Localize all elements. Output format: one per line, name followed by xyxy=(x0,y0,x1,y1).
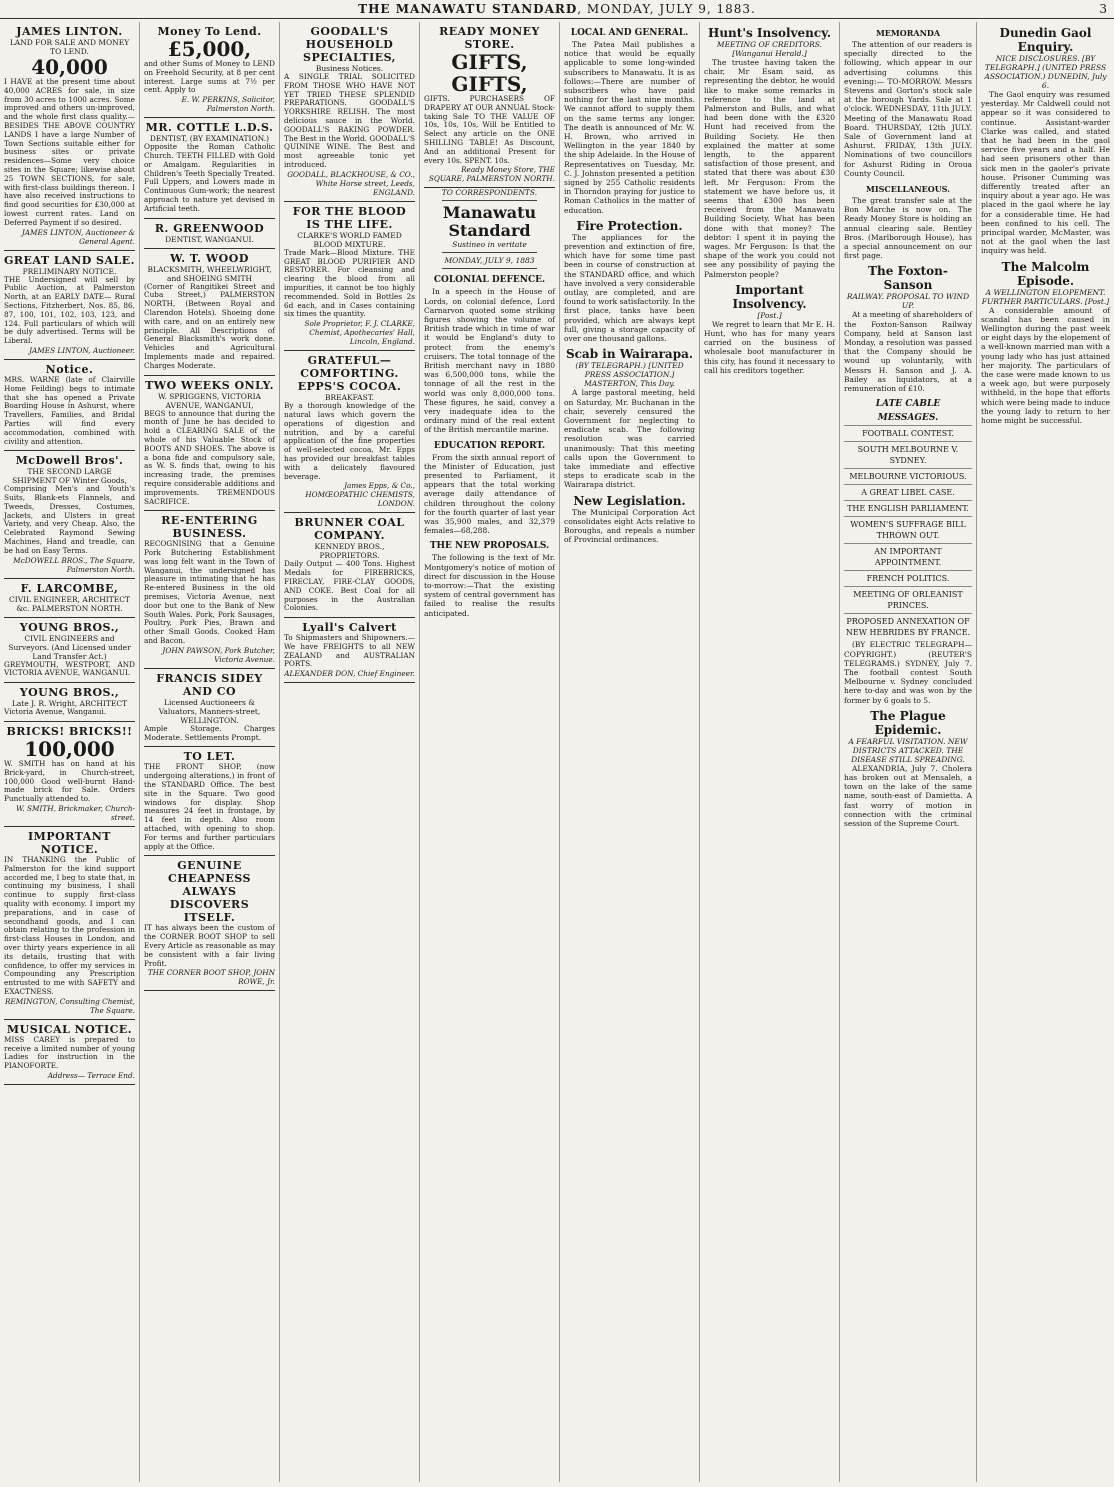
advertisement xyxy=(144,856,275,991)
ad-subheading: DENTIST, (BY EXAMINATION.) xyxy=(149,134,270,144)
ad-body-text: GIFTS. PURCHASERS OF DRAPERY AT OUR ANNUAL Stock-taking Sale TO THE VALUE OF 10s, 10s, 10s, Will be Entitled to Select any article on the ONE SHILLING TABLE! As Discount, And an additional Present for every 10s. SPENT. 10s. xyxy=(424,94,555,165)
advertisement xyxy=(4,1020,135,1085)
advertisement xyxy=(144,669,275,748)
ad-signature: Ready Money Store, THE SQUARE, PALMERSTON NORTH. xyxy=(428,165,555,184)
ad-heading: TWO WEEKS ONLY. xyxy=(145,378,274,392)
ad-signature: JAMES LINTON, Auctioneer & General Agent. xyxy=(21,227,135,246)
scab-body: A large pastoral meeting, held on Saturday, Mr. Buchanan in the chair, severely censured the Government for neglecting to eradicate scab. The following resolution was carried unanimously: That this meeting calls upon the Government to take immediate and effective steps to eradicate scab in the Wairarapa district. xyxy=(564,388,695,490)
cable-headline: SOUTH MELBOURNE V. SYDNEY. xyxy=(844,441,972,468)
newspaper-motto: Sustineo in veritate xyxy=(452,240,527,250)
ad-subheading: Business Notices. xyxy=(315,64,384,73)
cable-headline: MELBOURNE VICTORIOUS. xyxy=(844,468,972,484)
ad-subheading: LAND FOR SALE AND MONEY TO LEND. xyxy=(9,38,130,56)
ad-subheading: Late J. R. Wright, ARCHITECT xyxy=(11,699,128,709)
ad-subheading: BLACKSMITH, WHEELWRIGHT, and SHOEING SMITH xyxy=(147,264,272,283)
misc-heading: MISCELLANEOUS. xyxy=(866,184,950,195)
ad-body-text: By a thorough knowledge of the natural laws which govern the operations of digestion and nutrition, and by a careful application of the fine properties of well-selected cocoa, Mr. Epps has provided our breakfast tables with a delicately flavoured beverage. xyxy=(284,401,415,481)
ad-subheading: DENTIST, WANGANUI. xyxy=(165,234,254,244)
advertisement xyxy=(144,249,275,376)
ad-subheading: BREAKFAST. xyxy=(324,393,375,403)
ad-signature: JAMES LINTON, Auctioneer. xyxy=(29,345,135,355)
ad-body-text: BEGS to announce that during the month of June he has decided to hold a CLEARING SALE of the whole of his Valuable Stock of BOOTS AND SHOES. The above is a bona fide and compulsory sale, as W. S. finds that, owing to his increasing trade, the premises require considerable additions and improvements. TREMENDOUS SACRIFICE. xyxy=(144,408,275,506)
ad-heading: FRANCIS SIDEY AND CO xyxy=(156,671,263,698)
ad-heading: TO LET. xyxy=(183,750,236,764)
advertisement xyxy=(144,22,275,118)
ad-signature: E. W. PERKINS, Solicitor, Palmerston North. xyxy=(181,95,275,114)
cable-body: (BY ELECTRIC TELEGRAPH—COPYRIGHT.) (REUTER'S TELEGRAMS.) SYDNEY, July 7. The football contest South Melbourne v. Sydney concluded here to-day and was won by the former by 6 goals to 5. xyxy=(844,640,972,705)
ad-subheading: CLARKE'S WORLD FAMED BLOOD MIXTURE. xyxy=(297,230,402,249)
ad-signature: McDOWELL BROS., The Square, Palmerston North. xyxy=(13,555,135,574)
education-heading: EDUCATION REPORT. xyxy=(433,440,546,451)
ad-heading: W. T. WOOD xyxy=(170,251,249,265)
ad-heading: Lyall's Calvert xyxy=(302,621,397,635)
ad-heading: READY MONEY STORE. xyxy=(439,25,540,51)
masthead-date: MONDAY, JULY 9, 1883. xyxy=(586,2,756,16)
ad-heading: McDowell Bros'. xyxy=(15,454,124,468)
correspondents-heading: TO CORRESPONDENTS. xyxy=(441,188,538,198)
advertisement xyxy=(144,219,275,249)
ad-body-text: Victoria Avenue, Wanganui. xyxy=(4,707,107,717)
hunt-body: The trustee having taken the chair, Mr Esam said, as representing the debtor, he would like to make some remarks in reference to the land at Palmerston and Bulls, and what had been done with the £320 Hunt had received from the Building Society. He then explained the matter at some length, to the apparent satisfaction of those present, and stated that there was about £30 left. Mr Ferguson: From the statement we have before us, it seems that £300 has been received from the Manawatu Building Society. What has been done with that money? The debtor: I spent it in paying the wages. Mr Ferguson: Is that the shape of the work you could not see any possibility of paying the Palmerston people? xyxy=(704,58,835,279)
important-sub: [Post.] xyxy=(757,310,782,320)
advertisement xyxy=(4,22,135,251)
ad-heading: RE-ENTERING BUSINESS. xyxy=(161,514,258,541)
ad-subheading: W. SPRIGGENS, VICTORIA AVENUE, WANGANUI, xyxy=(158,391,261,410)
plague-sub: A FEARFUL VISITATION. NEW DISTRICTS ATTACKED. THE DISEASE STILL SPREADING. xyxy=(848,736,968,764)
proposals-heading: THE NEW PROPOSALS. xyxy=(429,541,550,552)
cable-heading: LATE CABLE MESSAGES. xyxy=(875,399,941,424)
ad-display-figure: £5,000, xyxy=(167,37,252,61)
ad-body-text: IN THANKING the Public of Palmerston for the kind support accorded me, I beg to state that, in continuing my business, I shall continue to supply first-class quality with economy. I import my preparations, and in case of secondhand goods, and I can obtain relating to the profession in first-class Houses in London, and over thirty years experience in all its details, trusting that with confidence, to offer my services in Compounding any Prescription entrusted to me with SAFETY and EXACTNESS. xyxy=(4,855,135,996)
ad-body-text: Daily Output — 400 Tons. Highest Medals for FIREBRICKS, FIRECLAY, FIRE-CLAY GOODS, AND COKE. Best Coal for all purposes in the Australian Colonies. xyxy=(284,559,415,613)
memoranda-body: The attention of our readers is specially directed to the following, which appear in our advertising columns this evening:— TO-MORROW. Messrs Stevens and Gorton's stock sale at the borough Yards. Sale at 1 o'clock. WEDNESDAY, 11th JULY. Meeting of the Manawatu Road Board. THURSDAY, 12th JULY. Sale of Government land at Ashurst. FRIDAY, 13th JULY. Nominations of two councillors for Ashurst Riding in Oroua County Council. xyxy=(844,40,972,178)
advertisement xyxy=(4,683,135,722)
cable-headline: THE ENGLISH PARLIAMENT. xyxy=(844,500,972,516)
ad-heading: JAMES LINTON. xyxy=(16,25,123,38)
ad-signature: ALEXANDER DON, Chief Engineer. xyxy=(284,669,415,679)
legislation-body: The Municipal Corporation Act consolidates eight Acts relative to Boroughs, and repeals a number of Provincial ordinances. xyxy=(564,507,695,545)
ad-body-text: Trade Mark—Blood Mixture. THE GREAT BLOOD PURIFIER AND RESTORER. For cleansing and clearing the blood from all impurities, it cannot be too highly recommended. Sold in Bottles 2s 6d each, and in Cases containing six times the quantity. xyxy=(284,247,415,319)
newspaper-flag: Manawatu Standard xyxy=(442,203,537,241)
ad-heading: MUSICAL NOTICE. xyxy=(6,1022,133,1036)
advertisement xyxy=(144,511,275,669)
cable-headline: WOMEN'S SUFFRAGE BILL THROWN OUT. xyxy=(844,516,972,543)
ad-body-text: IT has always been the custom of the CORNER BOOT SHOP to sell Every Article as reasonable as may be consistent with a fair living Profit. xyxy=(144,923,275,968)
memoranda-heading: MEMORANDA xyxy=(875,28,941,38)
masthead: THE MANAWATU STANDARD, MONDAY, JULY 9, 1883. 3 xyxy=(0,0,1114,19)
ad-signature: Sole Proprietor, F. J. CLARKE, Chemist, Apothecaries' Hall, Lincoln, England. xyxy=(304,319,415,347)
ad-body-text: GREYMOUTH, WESTPORT, AND VICTORIA AVENUE, WANGANUI. xyxy=(4,659,135,678)
proposals-body: The following is the text of Mr. Montgomery's notice of motion of direct for discussion in the House to-morrow:—That the existing system of central government has failed to realise the results anticipated. xyxy=(424,553,555,618)
plague-body: ALEXANDRIA, July 7. Cholera has broken out at Mensaleh, a town on the lake of the same name, south-east of Damietta. A fast worry of motion in connection with the criminal session of the Supreme Court. xyxy=(844,763,972,828)
ad-display-figure: 40,000 xyxy=(31,55,108,79)
ad-body-text: W. SMITH has on hand at his Brick-yard, in Church-street, 100,000 Good well-burnt Hand-made brick for Sale. Orders Punctually attended to. xyxy=(4,759,135,804)
gaol-sub: NICE DISCLOSURES. [BY TELEGRAPH.] (UNITED PRESS ASSOCIATION.) DUNEDIN, July 6. xyxy=(984,54,1107,90)
legislation-heading: New Legislation. xyxy=(573,493,686,508)
ad-display-figure: 100,000 xyxy=(24,737,115,762)
malcolm-sub: A WELLINGTON ELOPEMENT. FURTHER PARTICULARS. [Post.] xyxy=(981,287,1110,306)
ad-subheading: KENNEDY BROS., PROPRIETORS. xyxy=(314,542,385,561)
malcolm-body: A considerable amount of scandal has been caused in Wellington during the past week or eight days by the elopement of a well-known married man with a young lady who has just attained her majority. The particulars of the case were made known to us a week ago, but were purposely withheld, in the hope that efforts which were being made to induce the young lady to return to her home might be successful. xyxy=(981,305,1110,426)
ad-subheading: CIVIL ENGINEER, ARCHITECT &c. PALMERSTON NORTH. xyxy=(9,594,130,613)
ad-body-text: MISS CAREY is prepared to receive a limited number of young Ladies for instruction in the PIANOFORTE. xyxy=(4,1034,135,1071)
cable-headline: MEETING OF ORLEANIST PRINCES. xyxy=(844,586,972,613)
advertisement xyxy=(4,451,135,578)
fire-body: The appliances for the prevention and extinction of fire, which have for some time past been in course of construction at the STANDARD office, and which have involved a very considerable outlay, are completed, and are found to work satisfactorily. In the first place, tanks have been provided, which are always kept full, giving a storage capacity of over one thousand gallons. xyxy=(564,232,695,344)
ad-heading: GENUINE CHEAPNESS ALWAYS DISCOVERS ITSELF. xyxy=(168,859,251,925)
column-4 xyxy=(420,22,560,1482)
ad-body-text: Comprising Men's and Youth's Suits, Blank-ets Flannels, and Tweeds, Dresses, Costumes, Jackets, and Ulsters in great Variety, and very Cheap. Also, the Celebrated Raymond Sewing Machines, Hand and treadle, can be had on Easy Terms. xyxy=(4,484,135,555)
advertisement xyxy=(4,579,135,618)
column-8 xyxy=(977,22,1114,1482)
ad-signature: JOHN PAWSON, Pork Butcher, Victoria Avenue. xyxy=(162,645,275,664)
ad-body-text: and other Sums of Money to LEND on Freehold Security, at 8 per cent interest. Large sums at 7½ per cent. Apply to xyxy=(144,59,275,95)
ad-heading: IMPORTANT NOTICE. xyxy=(28,830,111,857)
advertisement xyxy=(4,251,135,360)
foxton-body: At a meeting of shareholders of the Foxton-Sanson Railway Company, held at Sanson last Monday, a resolution was passed that the Company should be wound up voluntarily, with Messrs H. Sanson and J. A. Bailey as liquidators, at a remuneration of £10. xyxy=(844,310,972,394)
scab-sub: (BY TELEGRAPH.) [UNITED PRESS ASSOCIATION.] MASTERTON, This Day. xyxy=(575,361,684,389)
leader-body: In a speech in the House of Lords, on colonial defence, Lord Carnarvon quoted some striking figures showing the volume of British trade which in time of war it would be England's duty to protect from the enemy's cruisers. The total tonnage of the British merchant navy in 1880 was 6,500,000 tons, while the tonnage of all the rest in the world was only 8,000,000 tons. These figures, he said, convey a very inadequate idea to the ordinary mind of the real extent of the British mercantile marine. xyxy=(424,287,555,435)
ad-heading: GRATEFUL—COMFORTING. EPPS'S COCOA. xyxy=(297,354,402,394)
ad-heading: GREAT LAND SALE. xyxy=(4,253,135,267)
education-body: From the sixth annual report of the Minister of Education, just presented to Parliament, it appears that the total working average daily attendance of children throughout the colony for the fourth quarter of last year was 35,900 males, and 32,379 females—68,288. xyxy=(424,452,555,536)
ad-signature: GOODALL, BLACKHOUSE, & CO., White Horse street, Leeds, ENGLAND. xyxy=(287,169,415,197)
ad-heading: GOODALL'S HOUSEHOLD SPECIALTIES, xyxy=(303,25,396,64)
important-heading: Important Insolvency. xyxy=(732,282,807,311)
advertisement xyxy=(4,722,135,827)
ad-heading: MR. COTTLE L.D.S. xyxy=(145,121,274,135)
ad-heading: Money To Lend. xyxy=(157,25,262,38)
advertisement xyxy=(284,618,415,683)
ad-subheading: PRELIMINARY NOTICE. xyxy=(22,266,117,276)
ad-body-text: Opposite the Roman Catholic Church. TEETH FILLED with Gold or Amalgam. Regularities in Children's Teeth Specially Treated. Full Uppers, and Lowers made in Continuous Gum-work; the nearest approach to nature yet devised in Artificial teeth. xyxy=(144,142,275,213)
ad-heading: F. LARCOMBE, xyxy=(20,581,119,595)
foxton-heading: The Foxton-Sanson xyxy=(868,264,948,293)
ad-heading: R. GREENWOOD xyxy=(154,221,265,235)
advertisement xyxy=(284,22,415,202)
ad-subheading: Licensed Auctioneers & Valuators, Manners-street, WELLINGTON. xyxy=(158,697,261,725)
column-6 xyxy=(700,22,840,1482)
scab-heading: Scab in Wairarapa. xyxy=(565,347,694,362)
cable-headline: FRENCH POLITICS. xyxy=(844,570,972,586)
page-number: 3 xyxy=(1099,2,1108,16)
ad-display-figure: GIFTS, GIFTS, xyxy=(451,50,528,96)
ad-subheading: THE SECOND LARGE SHIPMENT OF Winter Goods, xyxy=(12,467,127,486)
plague-heading: The Plague Epidemic. xyxy=(870,708,946,737)
ad-body-text: THE Undersigned will sell by Public Auction, at Palmerston North, at an EARLY DATE— Rural Sections, Fitzherbert, Nos. 85, 86, 87, 100, 101, 102, 103, 123, and 124. Full particulars of which will be duly advertised. Terms will be Liberal. xyxy=(4,274,135,346)
cable-headline: PROPOSED ANNEXATION OF NEW HEBRIDES BY FRANCE. xyxy=(844,613,972,640)
foxton-sub: RAILWAY. PROPOSAL TO WIND UP. xyxy=(846,292,970,311)
ad-signature: THE CORNER BOOT SHOP, JOHN ROWE, Jr. xyxy=(147,968,275,987)
column-1 xyxy=(0,22,140,1482)
advertisement xyxy=(144,376,275,512)
cable-headline: A GREAT LIBEL CASE. xyxy=(844,484,972,500)
ad-heading: FOR THE BLOOD IS THE LIFE. xyxy=(292,204,407,231)
ad-heading: YOUNG BROS., xyxy=(19,620,120,634)
ad-signature: W. SMITH, Brickmaker, Church-street. xyxy=(16,804,135,823)
leader-heading: COLONIAL DEFENCE. xyxy=(433,275,546,286)
ad-signature: Address— Terrace End. xyxy=(47,1070,135,1080)
ad-heading: Notice. xyxy=(45,362,94,376)
fire-heading: Fire Protection. xyxy=(576,218,683,233)
ad-heading: BRICKS! BRICKS!! xyxy=(6,725,133,739)
ad-body-text: MRS. WARNE (late of Clairville Home Feilding) begs to intimate that she has opened a Private Boarding House in Ashurst, where Travellers, Families, and Bridal Parties will find every accommodation, combined with civility and attention. xyxy=(4,374,135,446)
advertisement xyxy=(284,351,415,513)
local-body: The Patea Mail publishes a notice that would be equally applicable to some long-winded subscribers to Manawatu. It is as follows:—There are number of subscribers who have paid nothing for the last nine months. We cannot afford to supply them on the same terms any longer. The death is announced of Mr. W. H. Brown, who arrived in Wellington in the year 1840 by the ship Adelaide. In the House of Representatives on Tuesday, Mr. C. J. Johnston presented a petition signed by 255 Catholic residents in Thorndon praying for justice to Roman Catholics in the matter of education. xyxy=(564,40,695,215)
cable-headline: AN IMPORTANT APPOINTMENT. xyxy=(844,543,972,570)
ad-body-text: THE FRONT SHOP, (now undergoing alterations,) in front of the STANDARD Office. The best site in the Square. Two good windows for display. Shop measures 24 feet in frontage, by 14 feet in depth. Also room attached, with opening to shop. For terms and further particulars apply at the Office. xyxy=(144,762,275,851)
ad-body-text: I HAVE at the present time about 40,000 ACRES for sale, in size from 30 acres to 1000 acres. Some improved and others un-improved, and the whole first class quality.—BESIDES THE ABOVE COUNTRY LANDS I have a large Number of Town Sections suitable either for business sites or private residences—Some very choice sites in the Square; likewise about 25 TOWN SECTIONS, for sale, with first-class buildings thereon. I have also received instructions to find good securities for £30,000 at lowest current rates. Land on Deferred Payment if so desired. xyxy=(4,77,135,227)
cable-headline: FOOTBALL CONTEST. xyxy=(844,425,972,441)
advertisement xyxy=(4,360,135,451)
advertisement xyxy=(144,118,275,218)
ad-heading: YOUNG BROS., xyxy=(19,686,120,700)
advertisement xyxy=(284,202,415,351)
ad-body-text: RECOGNISING that a Genuine Pork Butchering Establishment was long felt want in the Town of Wanganui, the undersigned has pleasure in intimating that he has Re-entered Business in the old premises, Victoria Avenue, next door but one to the Bank of New South Wales. Pork, Pork Sausages, Poultry, Pork Pies, Brawn and other Small Goods. Cooked Ham and Bacon. xyxy=(144,539,275,646)
local-heading: LOCAL AND GENERAL. xyxy=(570,28,689,38)
ad-signature: REMINGTON, Consulting Chemist, The Square. xyxy=(4,996,135,1015)
cable-headlines xyxy=(844,425,972,640)
ad-signature: James Epps, & Co., HOMŒOPATHIC CHEMISTS, LONDON. xyxy=(305,481,415,509)
advertisement xyxy=(4,827,135,1020)
misc-body: The great transfer sale at the Bon Marche is now on. The Ready Money Store is holding an annual clearing sale. Bentley Bros. (Marlborough House), has a special announcement on our first page. xyxy=(844,196,972,261)
ad-subheading: CIVIL ENGINEERS and Surveyors. (And Licensed under Land Transfer Act.) xyxy=(8,633,131,661)
ad-body-text: Ample Storage. Charges Moderate. Settlements Prompt. xyxy=(144,723,275,742)
masthead-title: THE MANAWATU STANDARD xyxy=(358,2,578,16)
ad-body-text: To Shipmasters and Shipowners.— We have FREIGHTS to all NEW ZEALAND and AUSTRALIAN PORTS. xyxy=(284,633,415,669)
column-7 xyxy=(840,22,977,1482)
advertisement xyxy=(284,513,415,618)
issue-date: MONDAY, JULY 9, 1883 xyxy=(444,256,535,266)
column-3 xyxy=(280,22,420,1482)
ad-body-text: (Corner of Rangitikei Street and Cuba Street,) PALMERSTON NORTH, (Between Royal and Clarendon Hotels). Shoeing done with care, and on an entirely new principle. All Descriptions of General Blacksmith's work done. Vehicles and Agricultural Implements made and repaired. Charges Moderate. xyxy=(144,281,275,370)
gaol-body: The Gaol enquiry was resumed yesterday. Mr Caldwell could not appear so it was considered to continue. Assistant-warder Clarke was called, and stated that he had been in the gaol service five years and a half. He had seen prisoners other than sick men in the gaoler's private house. Prisoner Cumming was differently treated after an inquiry about a year ago. He was placed in the gaol where he lay for a considerable time. He had been confined to his cell. The principal warder, McMaster, was not at the gaol when the last inquiry was held. xyxy=(981,90,1110,256)
gaol-heading: Dunedin Gaol Enquiry. xyxy=(999,26,1092,54)
advertisement xyxy=(424,22,555,188)
column-2 xyxy=(140,22,280,1482)
malcolm-heading: The Malcolm Episode. xyxy=(1001,259,1090,288)
hunt-heading: Hunt's Insolvency. xyxy=(707,26,831,40)
hunt-sub: MEETING OF CREDITORS. [Wanganui Herald.] xyxy=(716,40,823,58)
advertisement xyxy=(144,747,275,856)
important-body: We regret to learn that Mr E. H. Hunt, who has for many years carried on the business of wholesale boot manufacturer in this city, has found it necessary to call his creditors together. xyxy=(704,319,835,375)
column-5 xyxy=(560,22,700,1482)
ad-heading: BRUNNER COAL COMPANY. xyxy=(294,516,405,543)
advertisement xyxy=(4,618,135,684)
ad-body-text: A SINGLE TRIAL SOLICITED FROM THOSE WHO HAVE NOT YET TRIED THESE SPLENDID PREPARATIONS. GOODALL'S YORKSHIRE RELISH. The most delicious sauce in the World. GOODALL'S BAKING POWDER. The Best in the World. GOODALL'S QUININE WINE. The Best and most agreeable tonic yet introduced. xyxy=(284,72,415,169)
